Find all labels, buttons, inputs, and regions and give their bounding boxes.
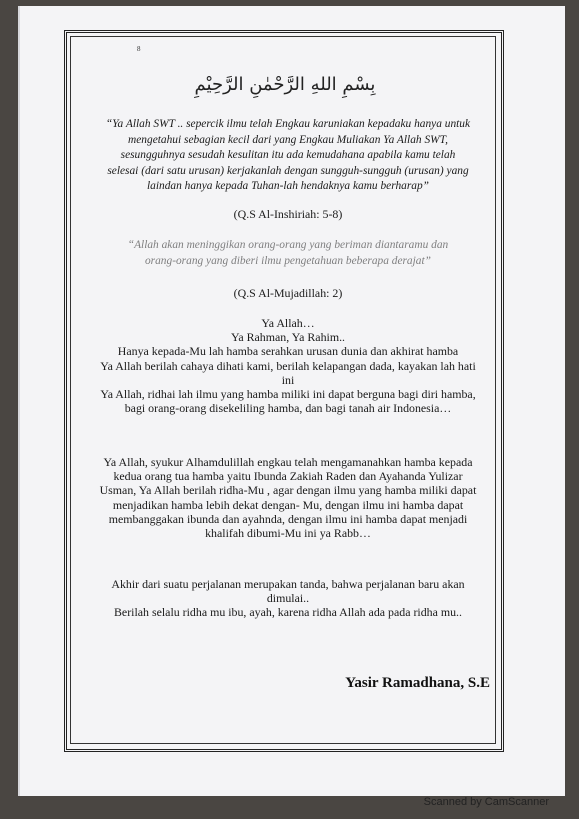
prayer-line: ini: [281, 372, 295, 387]
quote-block-mujadillah: [76, 238, 500, 269]
quote-line: orang-orang yang diberi ilmu pengetahuan beberapa derajat”: [144, 254, 431, 267]
prayer-line: Ya Allah, ridhai lah ilmu yang hamba miliki ini dapat berguna bagi diri hamba,: [100, 387, 476, 402]
quote-line: mengetahui sebagian kecil dari yang Engkau Muliakan Ya Allah SWT,: [128, 133, 448, 146]
quote-line: selesai (dari satu urusan) kerjakanlah dengan sungguh-sungguh (urusan) yang: [107, 164, 469, 177]
gratitude-line: khalifah dibumi-Mu ini ya Rabb…: [205, 526, 371, 541]
gratitude-line: kedua orang tua hamba yaitu Ibunda Zakiah Raden dan Ayahanda Yulizar: [113, 469, 463, 484]
quote-line: “Allah akan meninggikan orang-orang yang beriman diantaramu dan: [127, 239, 449, 251]
prayer-line: Ya Allah berilah cahaya dihati kami, berilah kelapangan dada, kayakan lah hati: [100, 358, 476, 373]
prayer-line: Ya Rahman, Ya Rahim..: [230, 330, 346, 345]
closing-block: [76, 577, 500, 620]
gratitude-line: menjadikan hamba lebih dekat dengan- Mu, dengan ilmu ini hamba dapat: [112, 497, 464, 512]
prayer-line: Hanya kepada-Mu lah hamba serahkan urusan dunia dan akhirat hamba: [117, 344, 459, 359]
gratitude-line: Usman, Ya Allah berilah ridha-Mu , agar dengan ilmu yang hamba miliki dapat: [99, 483, 477, 498]
closing-line: Berilah selalu ridha mu ibu, ayah, karena ridha Allah ada pada ridha mu..: [113, 605, 462, 620]
signature-name: Yasir Ramadhana, S.E: [345, 675, 490, 691]
quote-source-inshiriah: (Q.S Al-Inshiriah: 5-8): [233, 207, 343, 221]
closing-line: dimulai..: [266, 591, 310, 606]
gratitude-line: membanggakan ibunda dan ayahnda, dengan ilmu ini hamba dapat menjadi: [108, 511, 468, 526]
quote-line: “Ya Allah SWT .. sepercik ilmu telah Engkau karuniakan kepadaku hanya untuk: [105, 118, 471, 130]
prayer-line: bagi orang-orang disekeliling hamba, dan bagi tanah air Indonesia…: [124, 401, 452, 416]
quote-source-mujadillah: (Q.S Al-Mujadillah: 2): [233, 286, 343, 300]
prayer-line: Ya Allah…: [261, 316, 315, 330]
gratitude-block: [76, 455, 500, 540]
quote-line: sesungguhnya sesudah kesulitan itu ada kemudahana apabila kamu telah: [120, 149, 456, 161]
gratitude-line: Ya Allah, syukur Alhamdulillah engkau telah mengamanahkan hamba kepada: [103, 455, 473, 469]
scanner-watermark: Scanned by CamScanner: [423, 796, 549, 808]
basmalah-calligraphy: بِسْمِ اللهِ الرَّحْمٰنِ الرَّحِيْمِ: [194, 74, 376, 95]
page-mark: 8: [137, 45, 141, 53]
prayer-block: [76, 316, 500, 415]
closing-line: Akhir dari suatu perjalanan merupakan tanda, bahwa perjalanan baru akan: [111, 577, 465, 591]
quote-line: laindan hanya kepada Tuhan-lah hendaknya kamu berharap”: [147, 180, 429, 192]
quote-block-inshiriah: [76, 117, 500, 195]
